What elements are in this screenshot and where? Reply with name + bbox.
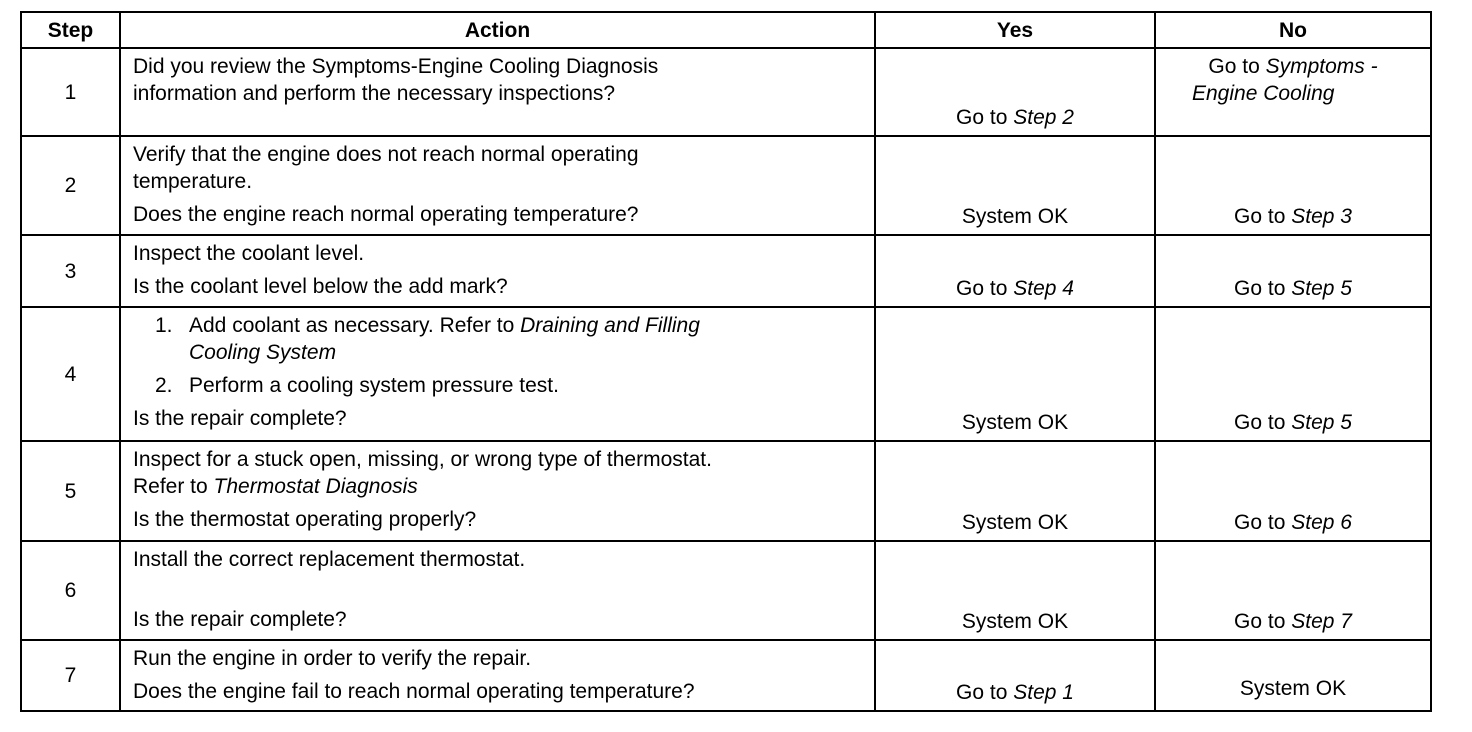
step-link[interactable]: Step 7 bbox=[1291, 610, 1352, 633]
action-cell bbox=[120, 235, 875, 307]
step-number: 3 bbox=[21, 235, 120, 307]
yes-prefix: Go to bbox=[956, 681, 1014, 704]
symptoms-link[interactable]: Engine Cooling bbox=[1192, 82, 1335, 105]
yes-answer bbox=[876, 679, 1154, 706]
no-prefix: Go to bbox=[1234, 277, 1292, 300]
header-action: Action bbox=[120, 12, 875, 48]
header-no: No bbox=[1155, 12, 1431, 48]
list-item bbox=[133, 372, 866, 399]
step-link[interactable]: Step 5 bbox=[1291, 277, 1352, 300]
header-yes: Yes bbox=[875, 12, 1155, 48]
diagnostic-table bbox=[20, 11, 1432, 712]
refer-prefix: Refer to bbox=[133, 475, 214, 498]
symptoms-link[interactable]: Symptoms - bbox=[1265, 55, 1378, 78]
yes-answer bbox=[876, 275, 1154, 302]
action-text: Did you review the Symptoms-Engine Cooling Diagnosis bbox=[133, 55, 659, 78]
list-number: 2. bbox=[155, 374, 173, 397]
action-cell bbox=[120, 541, 875, 640]
list-item bbox=[133, 312, 866, 366]
yes-cell bbox=[875, 441, 1155, 541]
draining-filling-link[interactable]: Draining and Filling bbox=[520, 314, 700, 337]
no-cell bbox=[1155, 235, 1431, 307]
question-text: Does the engine fail to reach normal operating temperature? bbox=[133, 680, 695, 703]
action-cell bbox=[120, 307, 875, 441]
header-row bbox=[21, 12, 1431, 48]
no-cell bbox=[1155, 136, 1431, 235]
yes-cell bbox=[875, 541, 1155, 640]
step-link[interactable]: Step 6 bbox=[1291, 511, 1352, 534]
no-answer bbox=[1156, 509, 1430, 536]
step-link[interactable]: Step 2 bbox=[1013, 106, 1074, 129]
no-prefix: Go to bbox=[1234, 610, 1292, 633]
question-text: Is the repair complete? bbox=[133, 608, 347, 631]
table-row bbox=[21, 307, 1431, 441]
no-answer bbox=[1156, 409, 1430, 436]
yes-answer: System OK bbox=[961, 511, 1069, 534]
yes-cell bbox=[875, 48, 1155, 136]
action-text: Inspect for a stuck open, missing, or wrong type of thermostat. bbox=[133, 448, 712, 471]
action-cell bbox=[120, 136, 875, 235]
question-text: Does the engine reach normal operating temperature? bbox=[133, 203, 639, 226]
list-text: Perform a cooling system pressure test. bbox=[189, 374, 559, 397]
table-row bbox=[21, 441, 1431, 541]
yes-prefix: Go to bbox=[956, 277, 1014, 300]
thermostat-diagnosis-link[interactable]: Thermostat Diagnosis bbox=[213, 475, 418, 498]
action-text: Verify that the engine does not reach normal operating bbox=[133, 143, 639, 166]
no-cell bbox=[1155, 307, 1431, 441]
no-answer bbox=[1156, 53, 1430, 107]
no-prefix: Go to bbox=[1234, 205, 1292, 228]
step-link[interactable]: Step 4 bbox=[1013, 277, 1074, 300]
step-number: 6 bbox=[21, 541, 120, 640]
yes-prefix: Go to bbox=[956, 106, 1014, 129]
step-link[interactable]: Step 3 bbox=[1291, 205, 1352, 228]
list-text: Add coolant as necessary. Refer to bbox=[189, 314, 521, 337]
draining-filling-link[interactable]: Cooling System bbox=[189, 341, 337, 364]
question-text: Is the repair complete? bbox=[133, 407, 347, 430]
question-text: Is the coolant level below the add mark? bbox=[133, 275, 508, 298]
yes-answer: System OK bbox=[961, 610, 1069, 633]
action-cell bbox=[120, 640, 875, 711]
no-cell bbox=[1155, 441, 1431, 541]
yes-answer: System OK bbox=[961, 205, 1069, 228]
no-prefix: Go to bbox=[1234, 511, 1292, 534]
list-number: 1. bbox=[155, 314, 173, 337]
step-number: 4 bbox=[21, 307, 120, 441]
yes-cell bbox=[875, 307, 1155, 441]
table-row bbox=[21, 541, 1431, 640]
yes-answer bbox=[876, 104, 1154, 131]
no-answer bbox=[1156, 203, 1430, 230]
yes-cell bbox=[875, 136, 1155, 235]
action-text: Inspect the coolant level. bbox=[133, 242, 365, 265]
step-link[interactable]: Step 1 bbox=[1013, 681, 1074, 704]
yes-cell bbox=[875, 235, 1155, 307]
table-row bbox=[21, 48, 1431, 136]
question-text: Is the thermostat operating properly? bbox=[133, 508, 477, 531]
no-answer bbox=[1156, 608, 1430, 635]
action-text: Run the engine in order to verify the repair. bbox=[133, 647, 532, 670]
action-text: Install the correct replacement thermostat. bbox=[133, 548, 526, 571]
action-cell bbox=[120, 441, 875, 541]
action-cell bbox=[120, 48, 875, 136]
table-row bbox=[21, 235, 1431, 307]
yes-answer: System OK bbox=[961, 411, 1069, 434]
no-answer bbox=[1156, 275, 1430, 302]
no-prefix: Go to bbox=[1208, 55, 1266, 78]
step-link[interactable]: Step 5 bbox=[1291, 411, 1352, 434]
table-row bbox=[21, 136, 1431, 235]
no-cell bbox=[1155, 541, 1431, 640]
header-step: Step bbox=[21, 12, 120, 48]
step-number: 7 bbox=[21, 640, 120, 711]
table-row bbox=[21, 640, 1431, 711]
yes-cell bbox=[875, 640, 1155, 711]
no-answer: System OK bbox=[1239, 677, 1347, 700]
no-cell bbox=[1155, 640, 1431, 711]
action-text: information and perform the necessary inspections? bbox=[133, 82, 616, 105]
action-text: temperature. bbox=[133, 170, 253, 193]
step-number: 2 bbox=[21, 136, 120, 235]
no-prefix: Go to bbox=[1234, 411, 1292, 434]
refer-line bbox=[133, 473, 866, 500]
step-number: 5 bbox=[21, 441, 120, 541]
no-cell bbox=[1155, 48, 1431, 136]
step-number: 1 bbox=[21, 48, 120, 136]
